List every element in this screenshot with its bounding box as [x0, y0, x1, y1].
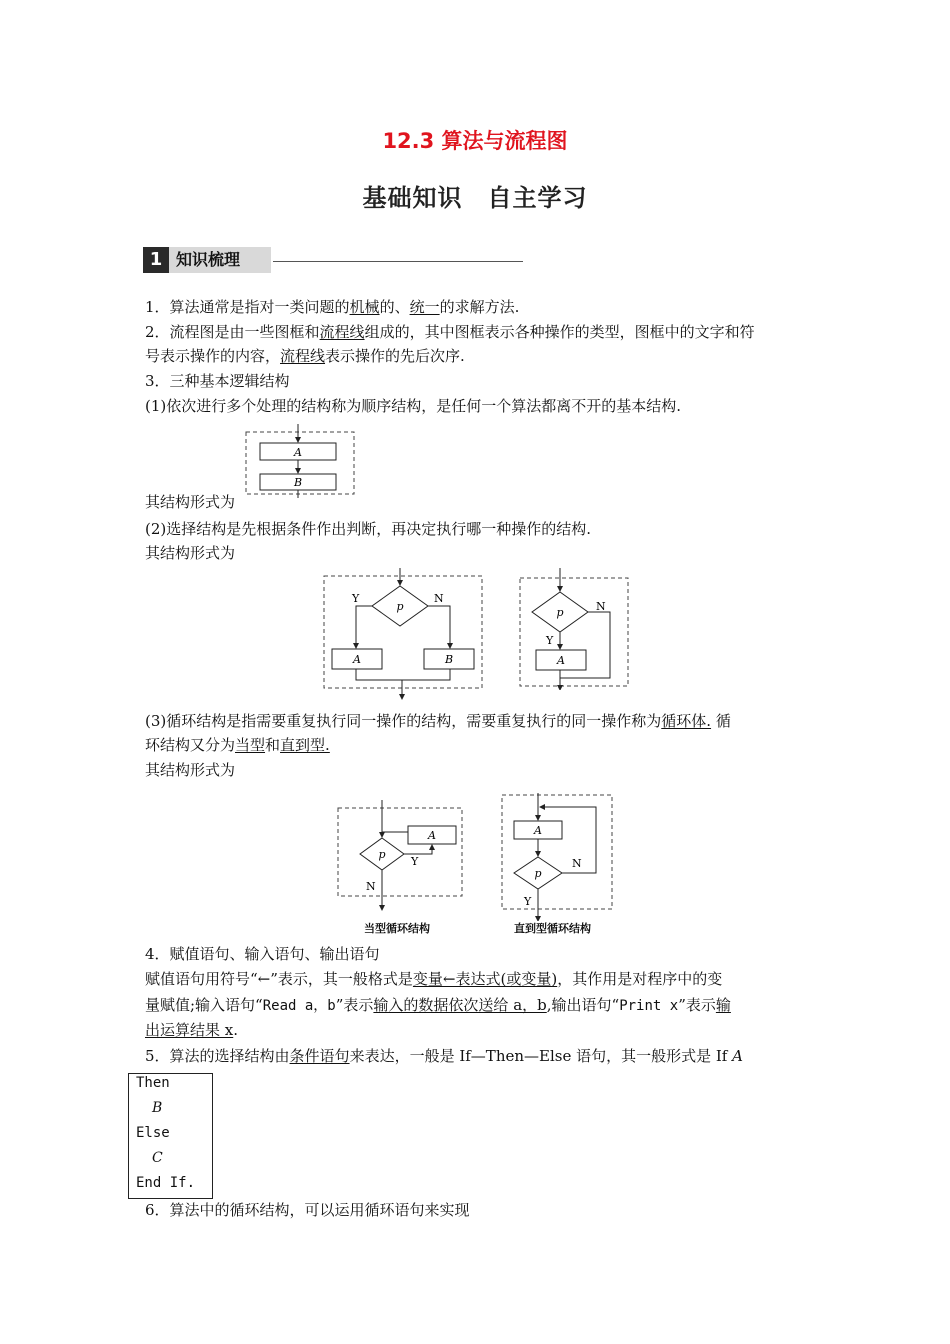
- text: 号表示操作的内容，: [145, 347, 281, 365]
- text: 赋值语句用符号“←”表示，其一般格式是: [145, 970, 413, 988]
- condition-p-label: p: [396, 600, 404, 613]
- sequence-structure-diagram: [244, 424, 358, 498]
- answer-blank: 流程线: [319, 323, 365, 341]
- answer-blank: 统一: [409, 298, 440, 316]
- yes-label: Y: [411, 855, 419, 868]
- box-b-label: B: [293, 476, 303, 489]
- item-6: 6．算法中的循环结构，可以运用循环语句来实现: [145, 1201, 470, 1219]
- text: 5．算法的选择结构由: [145, 1047, 290, 1065]
- text: 量赋值;输入语句“: [145, 996, 263, 1014]
- condition-p-label: p: [378, 848, 386, 861]
- selection-structure-diagram-2: [518, 568, 632, 690]
- text: 和: [265, 736, 281, 754]
- condition-p-label: p: [556, 606, 564, 619]
- item-3-2-form: 其结构形式为: [145, 544, 236, 562]
- answer-blank: 当型: [235, 736, 266, 754]
- answer-blank: 直到型.: [280, 736, 330, 754]
- item-5: [145, 1045, 743, 1067]
- text: 的求解方法.: [439, 298, 520, 316]
- section-label: 知识梳理: [176, 250, 241, 269]
- item-3-1-form: 其结构形式为: [145, 493, 236, 511]
- item-3-heading: 3．三种基本逻辑结构: [145, 372, 290, 390]
- code-end-if: End If.: [136, 1175, 196, 1191]
- until-loop-diagram: [500, 793, 616, 921]
- item-3-3-form: 其结构形式为: [145, 761, 236, 779]
- box-a-label: A: [294, 446, 302, 459]
- answer-blank: 输: [715, 996, 731, 1014]
- code-then: Then: [136, 1075, 170, 1091]
- answer-blank: 机械: [349, 298, 380, 316]
- text: .: [233, 1021, 239, 1039]
- yes-label: Y: [524, 895, 532, 908]
- lesson-subtitle: 基础知识 自主学习: [362, 184, 588, 212]
- text: ”表示: [678, 996, 716, 1014]
- answer-blank: 输入的数据依次送给 a，b: [373, 996, 547, 1014]
- item-1: [145, 296, 519, 318]
- item-2-line-2: [145, 345, 465, 367]
- item-4-line-3: [145, 1019, 238, 1041]
- text: 组成的，其中图框表示各种操作的类型，图框中的文字和符: [364, 323, 755, 341]
- code-c: C: [152, 1150, 163, 1166]
- lesson-title: 12.3 算法与流程图: [382, 129, 568, 153]
- answer-blank: 流程线: [280, 347, 326, 365]
- item-3-3-line-2: [145, 734, 330, 756]
- text: 的、: [379, 298, 410, 316]
- yes-label: Y: [352, 592, 360, 605]
- answer-blank: 循环体.: [661, 712, 712, 730]
- answer-blank: 变量←表达式(或变量): [412, 970, 558, 988]
- code-b: B: [152, 1100, 163, 1116]
- box-a-label: A: [534, 824, 542, 837]
- box-a-label: A: [353, 653, 361, 666]
- text: 来表达，一般是 If—Then—Else 语句，其一般形式是 If: [349, 1047, 733, 1065]
- code-text: A: [732, 1047, 743, 1065]
- answer-blank: 出运算结果 x: [145, 1021, 234, 1039]
- no-label: N: [366, 880, 376, 893]
- no-label: N: [434, 592, 444, 605]
- text: ，其作用是对程序中的变: [557, 970, 723, 988]
- code-else: Else: [136, 1125, 170, 1141]
- text: 1．算法通常是指对一类问题的: [145, 298, 350, 316]
- text: ,输出语句“: [546, 996, 620, 1014]
- no-label: N: [596, 600, 606, 613]
- yes-label: Y: [546, 634, 554, 647]
- box-a-label: A: [428, 829, 436, 842]
- box-a-label: A: [557, 654, 565, 667]
- item-3-2: (2)选择结构是先根据条件作出判断，再决定执行哪一种操作的结构.: [145, 520, 592, 538]
- no-label: N: [572, 857, 582, 870]
- text: 循: [711, 712, 731, 730]
- code-text: Print x: [619, 998, 679, 1014]
- item-3-1: (1)依次进行多个处理的结构称为顺序结构，是任何一个算法都离不开的基本结构.: [145, 397, 682, 415]
- caption-until-loop: 直到型循环结构: [514, 922, 591, 935]
- text: (3)循环结构是指需要重复执行同一操作的结构，需要重复执行的同一操作称为: [145, 712, 662, 730]
- section-divider: [273, 261, 523, 262]
- item-4-heading: 4．赋值语句、输入语句、输出语句: [145, 945, 380, 963]
- item-4-line-1: [145, 968, 722, 990]
- answer-blank: 条件语句: [289, 1047, 350, 1065]
- text: 2．流程图是由一些图框和: [145, 323, 320, 341]
- item-4-line-2: [145, 994, 731, 1017]
- text: 环结构又分为: [145, 736, 236, 754]
- caption-while-loop: 当型循环结构: [364, 922, 430, 935]
- condition-p-label: p: [534, 867, 542, 880]
- item-2-line-1: [145, 321, 755, 343]
- section-number: 1: [143, 247, 169, 273]
- selection-structure-diagram-1: [322, 568, 486, 700]
- while-loop-diagram: [336, 800, 466, 912]
- item-3-3-line-1: [145, 710, 731, 732]
- box-b-label: B: [444, 653, 454, 666]
- text: ”表示: [335, 996, 374, 1014]
- code-text: Read a，b: [262, 998, 336, 1014]
- text: 表示操作的先后次序.: [325, 347, 465, 365]
